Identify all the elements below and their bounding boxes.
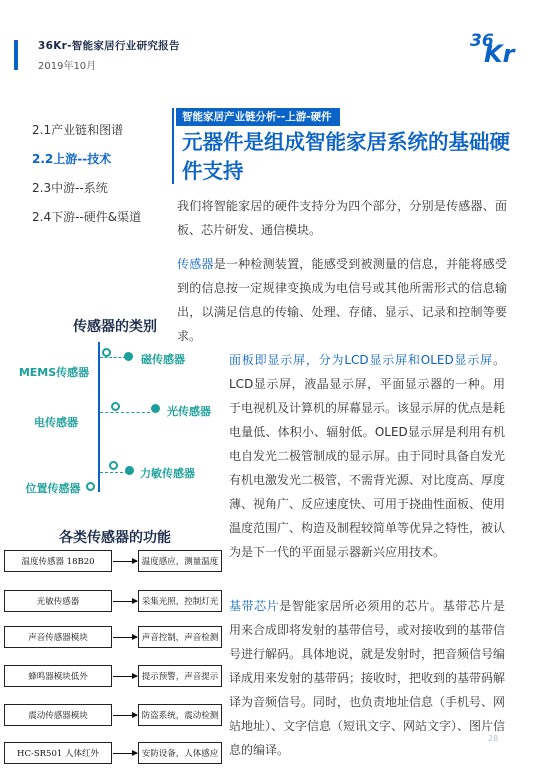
toc-item-2-4[interactable]: 2.4下游--硬件&渠道 <box>32 210 142 224</box>
tree-branch-1 <box>100 357 126 358</box>
chip-paragraph <box>229 594 505 762</box>
chip-text: 是智能家居所必须用的芯片。基带芯片是用来合成即将发射的基带信号，或对接收到的基带信号进行解码。具体地说，就是发射时，把音频信号编译成用来发射的基带码；接收时，把收到的基带码解译为音频信号。同时，也负责地址信息（手机号、网站地址）、文字信息（短讯文字、网站文字）、图片信息的编译。 <box>229 599 506 757</box>
tree-leaf-dot-1 <box>124 352 133 361</box>
table-of-contents <box>32 122 141 238</box>
tree-category-position: 位置传感器 <box>25 482 81 495</box>
tree-trunk <box>98 342 100 492</box>
sensor-paragraph <box>177 252 507 348</box>
tree-node-2 <box>111 402 120 411</box>
fn-function-4: 提示预警，声音提示 <box>138 665 222 687</box>
fn-function-3: 声音控制，声音检测 <box>138 626 222 648</box>
panel-keyword: 面板即显示屏，分为LCD显示屏和OLED显示屏 <box>229 353 493 367</box>
fn-module-6: HC-SR501 人体红外 <box>4 742 112 764</box>
fn-arrow-1 <box>113 561 137 562</box>
tree-node-1 <box>102 348 111 357</box>
fn-function-5: 防盗系统，震动检测 <box>138 704 222 726</box>
sensor-function-title: 各类传感器的功能 <box>59 530 171 546</box>
report-title: 36Kr-智能家居行业研究报告 <box>38 40 180 52</box>
toc-item-2-2[interactable]: 2.2上游--技术 <box>32 152 112 166</box>
report-date: 2019年10月 <box>38 61 97 72</box>
section-tag: 智能家居产业链分析--上游-硬件 <box>176 108 340 126</box>
section-accent-line <box>172 108 174 184</box>
header-accent-bar <box>14 40 18 70</box>
fn-arrow-3 <box>113 637 137 638</box>
fn-arrow-2 <box>113 601 137 602</box>
tree-leaf-force: 力敏传感器 <box>140 467 195 480</box>
fn-function-1: 温度感应，测量温度 <box>138 550 222 572</box>
chip-keyword: 基带芯片 <box>229 599 280 613</box>
sensor-keyword: 传感器 <box>177 257 214 271</box>
panel-paragraph <box>229 348 505 564</box>
fn-module-2: 光敏传感器 <box>4 590 112 612</box>
fn-function-2: 采集光照，控制灯光 <box>138 590 222 612</box>
tree-branch-2 <box>100 412 150 413</box>
toc-item-2-3[interactable]: 2.3中游--系统 <box>32 181 108 195</box>
page-number: 28 <box>488 734 499 743</box>
tree-category-electric: 电传感器 <box>34 416 78 429</box>
tree-node-4 <box>86 482 95 491</box>
tree-leaf-dot-2 <box>151 404 160 413</box>
fn-arrow-6 <box>113 753 137 754</box>
page-headline: 元器件是组成智能家居系统的基础硬件支持 <box>182 130 510 183</box>
intro-paragraph: 我们将智能家居的硬件支持分为四个部分，分别是传感器、面板、芯片研发、通信模块。 <box>177 199 507 237</box>
brand-logo <box>470 24 526 64</box>
tree-branch-3 <box>100 472 128 473</box>
fn-function-6: 安防设备，人体感应 <box>138 742 222 764</box>
tree-category-mems: MEMS传感器 <box>18 366 90 379</box>
svg-text:36: 36 <box>470 31 494 51</box>
panel-text: 。LCD显示屏，液晶显示屏，平面显示器的一种。用于电视机及计算机的屏幕显示。该显示屏的优点是耗电量低、体积小、辐射低。OLED显示屏是利用有机电自发光二极管制成的显示屏。由于同时具备自发光有机电激发光二极管，不需背光源、对比度高、厚度薄、视角广、反应速度快、可用于挠曲性面板、使用温度范围广、构造及制程较简单等优异之特性，被认为是下一代的平面显示器新兴应用技术。 <box>229 353 506 559</box>
svg-text:Kr: Kr <box>484 40 515 64</box>
fn-module-1: 温度传感器 18B20 <box>4 550 112 572</box>
sensor-tree-title: 传感器的类别 <box>73 319 157 335</box>
fn-arrow-4 <box>113 676 137 677</box>
fn-module-4: 蜂鸣器模块低外 <box>4 665 112 687</box>
fn-arrow-5 <box>113 715 137 716</box>
fn-module-3: 声音传感器模块 <box>4 626 112 648</box>
toc-item-2-1[interactable]: 2.1产业链和图谱 <box>32 123 124 137</box>
fn-module-5: 震动传感器模块 <box>4 704 112 726</box>
sensor-text: 是一种检测装置，能感受到被测量的信息，并能将感受到的信息按一定规律变换成为电信号或其他所需形式的信息输出，以满足信息的传输、处理、存储、显示、记录和控制等要求。 <box>177 257 507 343</box>
tree-leaf-optical: 光传感器 <box>167 405 211 418</box>
tree-leaf-magnetic: 磁传感器 <box>141 353 185 366</box>
tree-node-3 <box>109 461 118 470</box>
tree-leaf-dot-3 <box>125 466 134 475</box>
